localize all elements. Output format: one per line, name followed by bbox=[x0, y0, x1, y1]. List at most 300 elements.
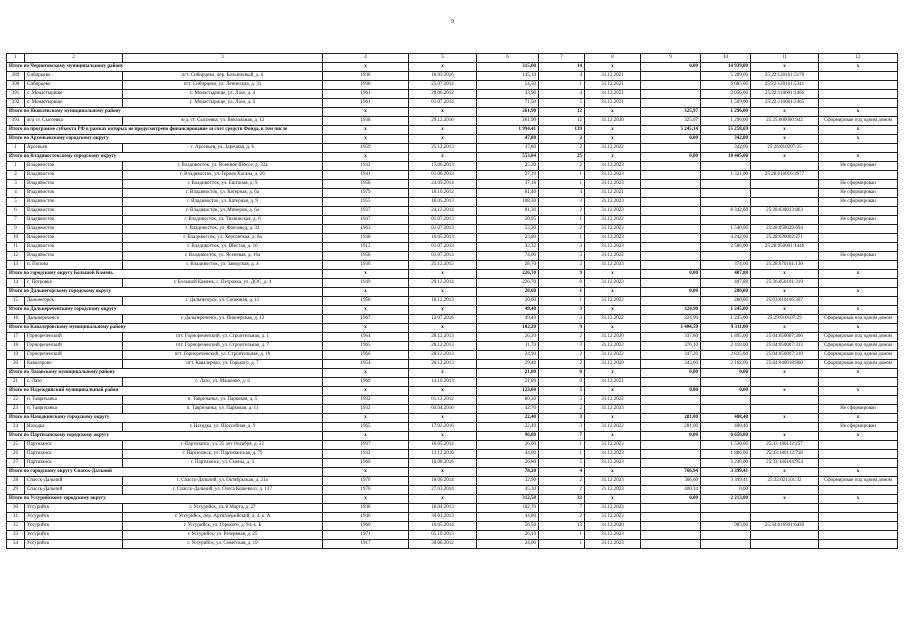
table-cell-c6: 261,90 bbox=[477, 117, 539, 126]
table-cell-c7: 2 bbox=[539, 261, 585, 270]
table-cell-c11: 25:32:021101:32 bbox=[751, 477, 819, 486]
table-cell-c1: 14 bbox=[7, 279, 25, 288]
subtotal-cell-c6: 49,40 bbox=[477, 306, 539, 315]
table-cell-c11: 25:03:010106:307 bbox=[751, 297, 819, 306]
table-row bbox=[7, 252, 898, 261]
table-cell-c3: пгт. Кавалерово, ул. Горького, д. 7 bbox=[123, 360, 323, 369]
subtotal-cell-c8: x bbox=[585, 126, 641, 135]
subtotal-cell-c5: x bbox=[409, 63, 477, 72]
table-cell-c4: 1932 bbox=[323, 162, 409, 171]
table-cell-c8: 31.12.2023 bbox=[585, 504, 641, 513]
table-cell-c10 bbox=[701, 540, 751, 549]
subtotal-cell-c9: 0,00 bbox=[641, 270, 701, 279]
table-row bbox=[7, 450, 898, 459]
table-cell-c4: 1949 bbox=[323, 279, 409, 288]
table-row bbox=[7, 99, 898, 108]
table-cell-c4: 1960 bbox=[323, 459, 409, 468]
subtotal-cell-c6: 21,80 bbox=[477, 369, 539, 378]
table-cell-c7: 1 bbox=[539, 540, 585, 549]
table-cell-c8: 31.12.2023 bbox=[585, 459, 641, 468]
table-cell-c8: 31.12.2022 bbox=[585, 315, 641, 324]
table-cell-c1: 2 bbox=[7, 171, 25, 180]
table-cell-c2: Арсеньев bbox=[25, 144, 123, 153]
table-cell-c1: 30 bbox=[7, 504, 25, 513]
subtotal-cell-c4: x bbox=[323, 135, 409, 144]
table-cell-c1: 390 bbox=[7, 81, 25, 90]
subtotal-label: Итого по Дальнереченскому городскому округу bbox=[7, 306, 323, 315]
subtotal-cell-c12: x bbox=[819, 108, 898, 117]
table-cell-c12 bbox=[819, 522, 898, 531]
table-cell-c4: 1938 bbox=[323, 234, 409, 243]
table-cell-c4: 1960 bbox=[323, 522, 409, 531]
table-cell-c9 bbox=[641, 405, 701, 414]
table-cell-c10 bbox=[701, 504, 751, 513]
table-cell-c8: 31.12.2023 bbox=[585, 261, 641, 270]
table-cell-c4: 1979 bbox=[323, 189, 409, 198]
table-cell-c8: 31.12.2023 bbox=[585, 486, 641, 495]
table-cell-c1: 26 bbox=[7, 450, 25, 459]
subtotal-label: Итого по Черниговскому муниципальному району bbox=[7, 63, 323, 72]
table-cell-c6: 23,80 bbox=[477, 234, 539, 243]
table-cell-c2: с. Петровка bbox=[25, 279, 123, 288]
table-cell-c9 bbox=[641, 396, 701, 405]
table-cell-c9 bbox=[641, 90, 701, 99]
subtotal-cell-c7: 9 bbox=[539, 270, 585, 279]
table-cell-c4: 1941 bbox=[323, 171, 409, 180]
table-cell-c5: 10.12.2013 bbox=[409, 297, 477, 306]
subtotal-cell-c12: x bbox=[819, 495, 898, 504]
table-cell-c9 bbox=[641, 378, 701, 387]
table-cell-c10: 8 342,00 bbox=[701, 207, 751, 216]
table-cell-c10: 4 242,00 bbox=[701, 234, 751, 243]
table-cell-c2: Горнореченский bbox=[25, 342, 123, 351]
table-cell-c3: г. Владивосток, ул. Шестая, д. 10 bbox=[123, 243, 323, 252]
table-cell-c4: 1932 bbox=[323, 405, 409, 414]
table-cell-c4: 1964 bbox=[323, 333, 409, 342]
table-cell-c1: 31 bbox=[7, 513, 25, 522]
table-cell-c1: 19 bbox=[7, 351, 25, 360]
table-cell-c12 bbox=[819, 459, 898, 468]
table-cell-c1: 27 bbox=[7, 459, 25, 468]
table-cell-c1: 18 bbox=[7, 342, 25, 351]
subtotal-label: Итого по Владивостокскому городскому округу bbox=[7, 153, 323, 162]
table-cell-c10: 1 886,00 bbox=[701, 450, 751, 459]
table-cell-c11 bbox=[751, 486, 819, 495]
subtotal-cell-c4: x bbox=[323, 270, 409, 279]
table-cell-c1: 17 bbox=[7, 333, 25, 342]
table-cell-c9: 366,60 bbox=[641, 477, 701, 486]
table-cell-c7: 3 bbox=[539, 342, 585, 351]
subtotal-cell-c7: 3 bbox=[539, 414, 585, 423]
table-cell-c7: 3 bbox=[539, 252, 585, 261]
table-cell-c10: 407,88 bbox=[701, 279, 751, 288]
subtotal-cell-c6: 312,50 bbox=[477, 495, 539, 504]
table-cell-c3: пгт. Горнореченский, ул. Строительная, д. 7 bbox=[123, 342, 323, 351]
subtotal-label: Итого по Партизанскому городскому округу bbox=[7, 432, 323, 441]
table-cell-c3: пгт. Горнореченский, ул. Строительная, д. 10 bbox=[123, 351, 323, 360]
table-cell-c1: 16 bbox=[7, 315, 25, 324]
table-cell-c8: 31.12.2020 bbox=[585, 360, 641, 369]
table-cell-c6: 26,20 bbox=[477, 333, 539, 342]
table-cell-c12 bbox=[819, 99, 898, 108]
table-cell-c3: г. Большой Камень, с. Петровка, ул. ДОС, д. 4 bbox=[123, 279, 323, 288]
table-cell-c1: 393 bbox=[7, 117, 25, 126]
table-cell-c12 bbox=[819, 90, 898, 99]
subtotal-cell-c9: 0,00 bbox=[641, 369, 701, 378]
table-cell-c3: г. Спасск-Дальний, ул. Октябрьская, д. 21а bbox=[123, 477, 323, 486]
table-cell-c12 bbox=[819, 378, 898, 387]
table-cell-c11: 25:25:000000:942 bbox=[751, 117, 819, 126]
table-cell-c3: ж/д. ст. Сысоевка, ул. Вокзальная, д. 12 bbox=[123, 117, 323, 126]
table-cell-c4: 1932 bbox=[323, 450, 409, 459]
table-row bbox=[7, 198, 898, 207]
table-cell-c10 bbox=[701, 378, 751, 387]
table-cell-c5: 01.12.2012 bbox=[409, 396, 477, 405]
table-cell-c12 bbox=[819, 234, 898, 243]
table-cell-c7: 2 bbox=[539, 207, 585, 216]
table-cell-c2: Владивосток bbox=[25, 207, 123, 216]
table-cell-c5: 18.04.2013 bbox=[409, 504, 477, 513]
table-row bbox=[7, 522, 898, 531]
table-cell-c11 bbox=[751, 405, 819, 414]
table-cell-c2: Владивосток bbox=[25, 243, 123, 252]
table-cell-c8: 31.12.2020 bbox=[585, 117, 641, 126]
subtotal-cell-c12: x bbox=[819, 468, 898, 477]
subtotal-row bbox=[7, 369, 898, 378]
table-cell-c8: 31.12.2020 bbox=[585, 333, 641, 342]
table-cell-c6: 26,10 bbox=[477, 531, 539, 540]
table-cell-c5: 01.07.2013 bbox=[409, 225, 477, 234]
table-cell-c10: 3 240,00 bbox=[701, 459, 751, 468]
table-cell-c1: 13 bbox=[7, 261, 25, 270]
table-cell-c8: 31.12.2023 bbox=[585, 540, 641, 549]
table-cell-c5: 01.07.2013 bbox=[409, 252, 477, 261]
table-cell-c2: с. Монастырище bbox=[25, 99, 123, 108]
table-cell-c12: Не сформирован bbox=[819, 423, 898, 432]
table-cell-c2: Горнореченский bbox=[25, 333, 123, 342]
subtotal-cell-c11: x bbox=[751, 306, 819, 315]
table-cell-c10: 985,00 bbox=[701, 522, 751, 531]
table-cell-c9 bbox=[641, 207, 701, 216]
table-cell-c6: 26,80 bbox=[477, 459, 539, 468]
subtotal-cell-c9: 766,94 bbox=[641, 468, 701, 477]
table-cell-c9 bbox=[641, 162, 701, 171]
table-cell-c5: 18.06.2014 bbox=[409, 477, 477, 486]
table-cell-c12: Сформирован под одним домом bbox=[819, 360, 898, 369]
table-row bbox=[7, 189, 898, 198]
subtotal-cell-c7: 5 bbox=[539, 387, 585, 396]
subtotal-label: Итого по городскому округу Спасск-Дальний bbox=[7, 468, 323, 477]
subtotal-label: Итого по Яковлевскому муниципальному району bbox=[7, 108, 323, 117]
subtotal-cell-c6: 78,20 bbox=[477, 468, 539, 477]
subtotal-cell-c10: 407,88 bbox=[701, 270, 751, 279]
table-cell-c5: 16.05.2013 bbox=[409, 234, 477, 243]
table-cell-c7: 4 bbox=[539, 189, 585, 198]
subtotal-cell-c9: 1 404,50 bbox=[641, 324, 701, 333]
table-cell-c8: 31.12.2023 bbox=[585, 198, 641, 207]
table-cell-c11: 25:04:050007:310 bbox=[751, 351, 819, 360]
table-cell-c1: 9 bbox=[7, 225, 25, 234]
table-cell-c10: 374,00 bbox=[701, 261, 751, 270]
table-cell-c1: 34 bbox=[7, 540, 25, 549]
table-cell-c11: 25:28:050029:694 bbox=[751, 225, 819, 234]
subtotal-cell-c11: x bbox=[751, 414, 819, 423]
table-cell-c4: 1961 bbox=[323, 99, 409, 108]
table-row bbox=[7, 486, 898, 495]
table-cell-c2: Горнореченский bbox=[25, 351, 123, 360]
table-cell-c11: 25:36:050101:319 bbox=[751, 279, 819, 288]
table-cell-c1: 391 bbox=[7, 90, 25, 99]
table-cell-c11: 25:28:010016:3977 bbox=[751, 171, 819, 180]
subtotal-cell-c9: 5 245,14 bbox=[641, 126, 701, 135]
table-cell-c3: г. Дальнереченск, ул. Пионерская, д. 13 bbox=[123, 315, 323, 324]
table-cell-c7: 4 bbox=[539, 72, 585, 81]
table-cell-c12 bbox=[819, 243, 898, 252]
table-cell-c6: 32,90 bbox=[477, 477, 539, 486]
table-cell-c11 bbox=[751, 180, 819, 189]
table-cell-c3: с. Лазо, ул. Машенко, д. 6 bbox=[123, 378, 323, 387]
table-cell-c5: 17.06.2013 bbox=[409, 162, 477, 171]
table-cell-c8: 31.12.2022 bbox=[585, 144, 641, 153]
table-cell-c10 bbox=[701, 162, 751, 171]
subtotal-cell-c11: x bbox=[751, 387, 819, 396]
table-cell-c7: 3 bbox=[539, 243, 585, 252]
table-cell-c4: 1976 bbox=[323, 486, 409, 495]
table-cell-c5: 05.10.2015 bbox=[409, 531, 477, 540]
table-cell-c11: 25:22:110601:3466 bbox=[751, 90, 819, 99]
table-cell-c6: 22,40 bbox=[477, 423, 539, 432]
table-cell-c8: 31.12.2022 bbox=[585, 423, 641, 432]
table-cell-c12 bbox=[819, 486, 898, 495]
table-cell-c6: 42,70 bbox=[477, 405, 539, 414]
subtotal-row bbox=[7, 324, 898, 333]
table-row bbox=[7, 162, 898, 171]
table-cell-c5: 18.10.2012 bbox=[409, 189, 477, 198]
table-row bbox=[7, 315, 898, 324]
subtotal-label: Итого по городскому округу Большой Камень bbox=[7, 270, 323, 279]
table-cell-c2: Владивосток bbox=[25, 216, 123, 225]
table-cell-c11 bbox=[751, 189, 819, 198]
table-cell-c9 bbox=[641, 225, 701, 234]
table-cell-c5: 28.12.2013 bbox=[409, 342, 477, 351]
table-cell-c4: 1976 bbox=[323, 477, 409, 486]
table-cell-c6: 11,70 bbox=[477, 342, 539, 351]
table-cell-c11: 25:28:050001:1446 bbox=[751, 243, 819, 252]
subtotal-cell-c6: 22,40 bbox=[477, 414, 539, 423]
subtotal-cell-c7: 1 bbox=[539, 288, 585, 297]
table-cell-c11 bbox=[751, 162, 819, 171]
table-cell-c12 bbox=[819, 144, 898, 153]
table-cell-c12 bbox=[819, 171, 898, 180]
table-cell-c12: Сформирован под одним домом bbox=[819, 351, 898, 360]
table-cell-c6: 53,20 bbox=[477, 225, 539, 234]
table-cell-c9: 325,97 bbox=[641, 117, 701, 126]
table-cell-c4: 1932 bbox=[323, 396, 409, 405]
table-cell-c9 bbox=[641, 171, 701, 180]
table-cell-c2: Владивосток bbox=[25, 162, 123, 171]
table-cell-c4: 1965 bbox=[323, 423, 409, 432]
table-cell-c6: 226,70 bbox=[477, 279, 539, 288]
table-cell-c10: 1 321,00 bbox=[701, 171, 751, 180]
table-row bbox=[7, 216, 898, 225]
table-cell-c6: 28,70 bbox=[477, 261, 539, 270]
table-cell-c12: Не сформирован bbox=[819, 405, 898, 414]
subtotal-cell-c10: 9 311,00 bbox=[701, 324, 751, 333]
table-cell-c4: 1961 bbox=[323, 90, 409, 99]
subtotal-cell-c4: x bbox=[323, 432, 409, 441]
table-cell-c8: 31.12.2023 bbox=[585, 513, 641, 522]
table-cell-c12 bbox=[819, 540, 898, 549]
subtotal-row bbox=[7, 414, 898, 423]
table-cell-c12 bbox=[819, 81, 898, 90]
table-cell-c9 bbox=[641, 513, 701, 522]
table-cell-c7: 1 bbox=[539, 234, 585, 243]
column-header: 3 bbox=[123, 54, 323, 63]
table-cell-c11: 25:34:016901:6430 bbox=[751, 522, 819, 531]
table-cell-c5: 29.12.2016 bbox=[409, 117, 477, 126]
table-cell-c1: 10 bbox=[7, 234, 25, 243]
subtotal-cell-c8: x bbox=[585, 270, 641, 279]
subtotal-cell-c12: x bbox=[819, 432, 898, 441]
table-cell-c1: 11 bbox=[7, 243, 25, 252]
table-cell-c1: 23 bbox=[7, 405, 25, 414]
column-header: 5 bbox=[409, 54, 477, 63]
subtotal-row bbox=[7, 468, 898, 477]
table-cell-c7: 3 bbox=[539, 198, 585, 207]
table-cell-c1: 33 bbox=[7, 531, 25, 540]
subtotal-cell-c10: 408,40 bbox=[701, 414, 751, 423]
column-header: 10 bbox=[701, 54, 751, 63]
table-cell-c9 bbox=[641, 261, 701, 270]
table-cell-c10: 0,00 bbox=[701, 486, 751, 495]
table-cell-c2: Уссурийск bbox=[25, 540, 123, 549]
subtotal-cell-c4: x bbox=[323, 414, 409, 423]
table-cell-c12 bbox=[819, 297, 898, 306]
table-cell-c11 bbox=[751, 252, 819, 261]
table-cell-c2: Дальнереченск bbox=[25, 315, 123, 324]
subtotal-cell-c9: 325,97 bbox=[641, 108, 701, 117]
subtotal-cell-c10: 280,00 bbox=[701, 288, 751, 297]
table-cell-c11 bbox=[751, 216, 819, 225]
column-header: 4 bbox=[323, 54, 409, 63]
table-cell-c2: Владивосток bbox=[25, 180, 123, 189]
table-row bbox=[7, 360, 898, 369]
subtotal-cell-c12: x bbox=[819, 306, 898, 315]
table-cell-c11 bbox=[751, 531, 819, 540]
table-cell-c4: 1958 bbox=[323, 252, 409, 261]
table-cell-c10: 1 245,00 bbox=[701, 315, 751, 324]
table-row bbox=[7, 513, 898, 522]
table-cell-c6: 145,10 bbox=[477, 72, 539, 81]
table-cell-c11: 25:28:030013:863 bbox=[751, 207, 819, 216]
table-cell-c8: 31.12.2021 bbox=[585, 81, 641, 90]
table-cell-c5: 30.01.2013 bbox=[409, 513, 477, 522]
table-cell-c2: Уссурийск bbox=[25, 504, 123, 513]
subtotal-cell-c10: 55 258,69 bbox=[701, 126, 751, 135]
subtotal-cell-c5: x bbox=[409, 432, 477, 441]
table-cell-c2: Сибирцево bbox=[25, 81, 123, 90]
table-cell-c6: 56,50 bbox=[477, 522, 539, 531]
column-header: 12 bbox=[819, 54, 898, 63]
table-cell-c5: 25.12.2015 bbox=[409, 261, 477, 270]
subtotal-cell-c11: x bbox=[751, 432, 819, 441]
subtotal-cell-c8: x bbox=[585, 414, 641, 423]
table-cell-c8: 31.12.2023 bbox=[585, 477, 641, 486]
table-cell-c6: 20,95 bbox=[477, 216, 539, 225]
table-cell-c12: Не сформирован bbox=[819, 189, 898, 198]
table-row bbox=[7, 297, 898, 306]
table-cell-c6: 47,80 bbox=[477, 144, 539, 153]
table-cell-c2: Владивосток bbox=[25, 225, 123, 234]
table-cell-c5: 14.10.2013 bbox=[409, 378, 477, 387]
table-cell-c5: 25.07.2014 bbox=[409, 81, 477, 90]
subtotal-cell-c5: x bbox=[409, 324, 477, 333]
table-body bbox=[7, 54, 898, 549]
table-row bbox=[7, 261, 898, 270]
subtotal-cell-c12: x bbox=[819, 135, 898, 144]
table-cell-c4: 1969 bbox=[323, 378, 409, 387]
table-cell-c7: 2 bbox=[539, 486, 585, 495]
subtotal-row bbox=[7, 153, 898, 162]
table-row bbox=[7, 504, 898, 513]
table-cell-c1: 22 bbox=[7, 396, 25, 405]
subtotal-cell-c11: x bbox=[751, 288, 819, 297]
table-cell-c5: 20.06.2012 bbox=[409, 90, 477, 99]
subtotal-row bbox=[7, 288, 898, 297]
table-cell-c3: г. Уссурийск, ул. Резервная, д. 25 bbox=[123, 531, 323, 540]
table-cell-c8: 31.12.2023 bbox=[585, 441, 641, 450]
table-cell-c4: 1946 bbox=[323, 513, 409, 522]
table-cell-c3: г. Владивосток, ул. Ясеневая, д. 16а bbox=[123, 252, 323, 261]
subtotal-cell-c5: x bbox=[409, 369, 477, 378]
table-cell-c11: 25:26:010207:35 bbox=[751, 144, 819, 153]
table-cell-c5: 01.07.2013 bbox=[409, 243, 477, 252]
table-row bbox=[7, 117, 898, 126]
table-cell-c10: 2 163,00 bbox=[701, 360, 751, 369]
table-cell-c7: 5 bbox=[539, 99, 585, 108]
table-row bbox=[7, 333, 898, 342]
table-cell-c9 bbox=[641, 540, 701, 549]
subtotal-cell-c5: x bbox=[409, 306, 477, 315]
table-row bbox=[7, 405, 898, 414]
table-cell-c1: 32 bbox=[7, 522, 25, 531]
subtotal-cell-c11: x bbox=[751, 369, 819, 378]
subtotal-cell-c7: 33 bbox=[539, 495, 585, 504]
table-cell-c10: 2 418,00 bbox=[701, 342, 751, 351]
table-cell-c2: Владивосток bbox=[25, 189, 123, 198]
table-cell-c12 bbox=[819, 279, 898, 288]
table-cell-c3: пгт. Горнореченский, ул. Строительная, д. 1 bbox=[123, 333, 323, 342]
table-cell-c9 bbox=[641, 234, 701, 243]
table-cell-c2: п. Попова bbox=[25, 261, 123, 270]
table-cell-c8: 31.12.2021 bbox=[585, 99, 641, 108]
table-cell-c5: 28.12.2013 bbox=[409, 360, 477, 369]
table-cell-c5: 16.05.2014 bbox=[409, 441, 477, 450]
table-cell-c1: 15 bbox=[7, 297, 25, 306]
table-cell-c6: 71,50 bbox=[477, 99, 539, 108]
table-cell-c11 bbox=[751, 198, 819, 207]
subtotal-cell-c6: 47,80 bbox=[477, 135, 539, 144]
table-cell-c3: г. Партизанск, ул. 25 лет Октября, д. 22 bbox=[123, 441, 323, 450]
subtotal-cell-c7: 3 bbox=[539, 306, 585, 315]
table-cell-c11: 25:29:010107:29 bbox=[751, 315, 819, 324]
table-cell-c4: 1938 bbox=[323, 72, 409, 81]
table-cell-c4: 1958 bbox=[323, 180, 409, 189]
subtotal-label: Итого по Находкинскому городскому округу bbox=[7, 414, 323, 423]
table-cell-c7: 1 bbox=[539, 441, 585, 450]
table-cell-c6: 81,40 bbox=[477, 189, 539, 198]
table-cell-c4: 1912 bbox=[323, 243, 409, 252]
